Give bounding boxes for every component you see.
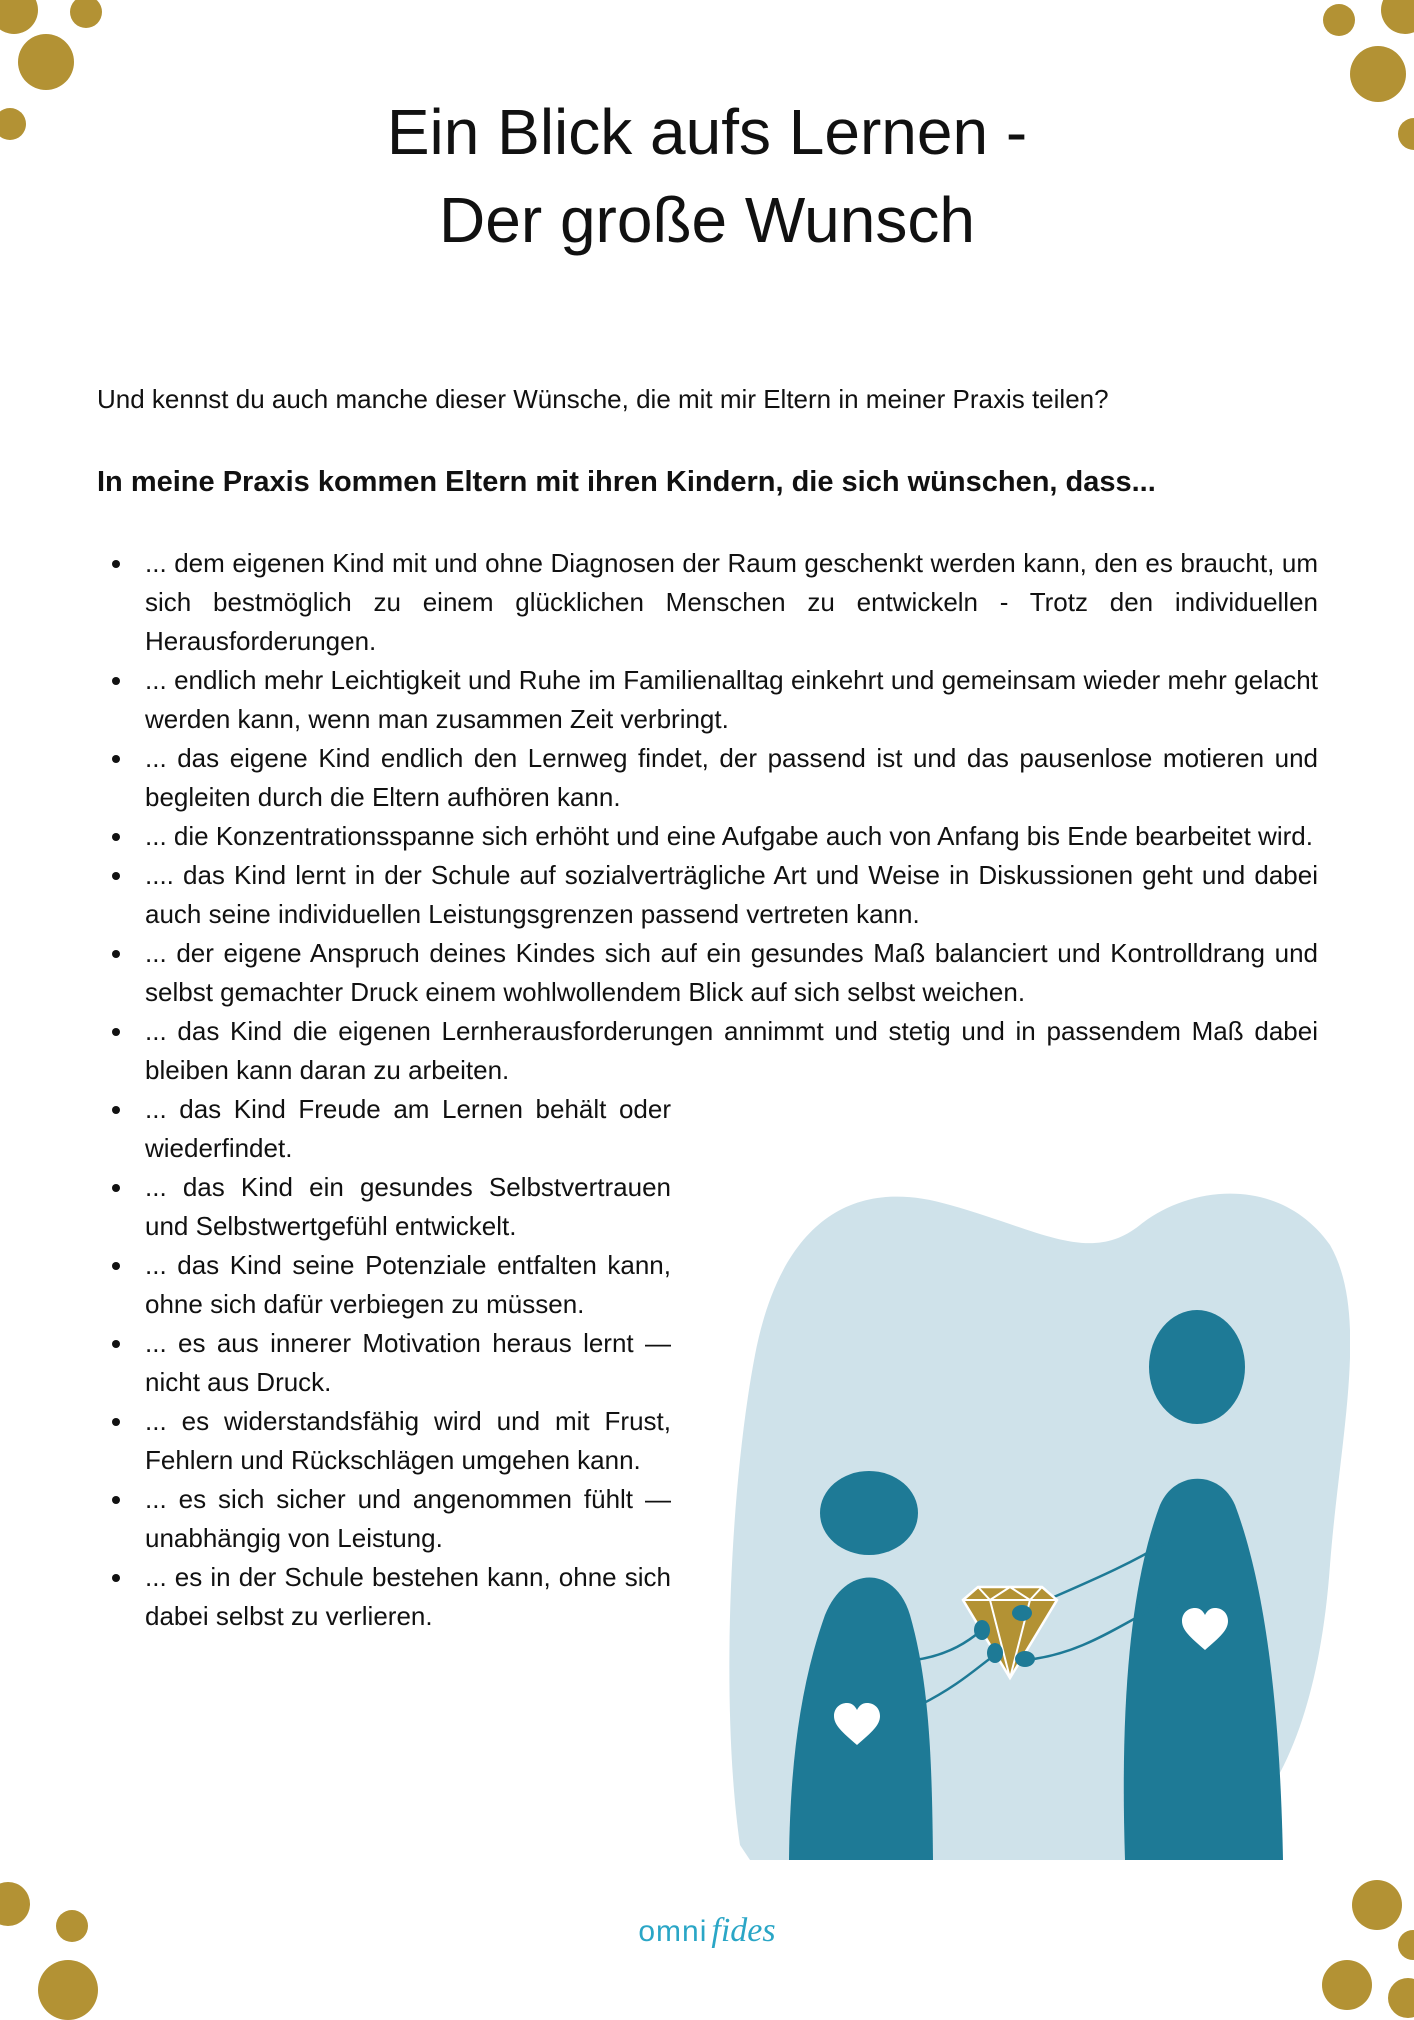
logo-word-fides: fides: [711, 1912, 776, 1949]
decorative-dot: [38, 1960, 98, 2020]
decorative-dot: [1388, 1978, 1414, 2018]
wishes-heading: In meine Praxis kommen Eltern mit ihren Kindern, die sich wünschen, dass...: [97, 466, 1156, 498]
list-item: ... es widerstandsfähig wird und mit Frust, Fehlern und Rückschlägen umgehen kann.: [97, 1402, 671, 1480]
title-line-2: Der große Wunsch: [439, 184, 975, 256]
decorative-dot: [70, 0, 102, 28]
hand: [1012, 1605, 1032, 1621]
list-item: ... das Kind Freude am Lernen behält oder wiederfindet.: [97, 1090, 671, 1168]
intro-text: Und kennst du auch manche dieser Wünsche, die mit mir Eltern in meiner Praxis teilen?: [97, 384, 1109, 414]
title-line-1: Ein Blick aufs Lernen -: [386, 96, 1028, 168]
child-head: [820, 1471, 918, 1555]
parent-child-illustration: [720, 1185, 1350, 1860]
hand: [987, 1643, 1003, 1663]
list-item: ... die Konzentrationsspanne sich erhöht und eine Aufgabe auch von Anfang bis Ende bearbeitet wird.: [97, 817, 1318, 856]
omnifides-logo: [0, 1912, 1414, 1950]
list-item: ... das Kind ein gesundes Selbstvertrauen und Selbstwertgefühl entwickelt.: [97, 1168, 671, 1246]
list-item: ... das eigene Kind endlich den Lernweg findet, der passend ist und das pausenlose motieren und begleiten durch die Eltern aufhören kann.: [97, 739, 1318, 817]
hand: [1015, 1651, 1035, 1667]
logo-word-omni: omni: [638, 1915, 708, 1948]
hand: [974, 1620, 990, 1640]
list-item: ... es in der Schule bestehen kann, ohne sich dabei selbst zu verlieren.: [97, 1558, 671, 1636]
adult-head: [1149, 1310, 1245, 1424]
list-item: ... das Kind seine Potenziale entfalten kann, ohne sich dafür verbiegen zu müssen.: [97, 1246, 671, 1324]
decorative-dot: [1323, 4, 1355, 36]
list-item: ... es aus innerer Motivation heraus lernt — nicht aus Druck.: [97, 1324, 671, 1402]
list-item: ... endlich mehr Leichtigkeit und Ruhe im Familienalltag einkehrt und gemeinsam wieder mehr gelacht werden kann, wenn man zusammen Zeit verbringt.: [97, 661, 1318, 739]
decorative-dot: [1322, 1960, 1372, 2010]
list-item: ... dem eigenen Kind mit und ohne Diagnosen der Raum geschenkt werden kann, den es braucht, um sich bestmöglich zu einem glücklichen Menschen zu entwickeln - Trotz den individuellen Herausforderungen.: [97, 544, 1318, 661]
list-item: ... der eigene Anspruch deines Kindes sich auf ein gesundes Maß balanciert und Kontrolldrang und selbst gemachter Druck einem wohlwollendem Blick auf sich selbst weichen.: [97, 934, 1318, 1012]
decorative-dot: [1381, 0, 1414, 34]
decorative-dot: [0, 0, 38, 34]
page-title: [0, 88, 1414, 264]
list-item: .... das Kind lernt in der Schule auf sozialverträgliche Art und Weise in Diskussionen geht und dabei auch seine individuellen Leistungsgrenzen passend vertreten kann.: [97, 856, 1318, 934]
list-item: ... es sich sicher und angenommen fühlt — unabhängig von Leistung.: [97, 1480, 671, 1558]
list-item: ... das Kind die eigenen Lernherausforderungen annimmt und stetig und in passendem Maß dabei bleiben kann daran zu arbeiten.: [97, 1012, 1318, 1090]
decorative-dot: [18, 34, 74, 90]
